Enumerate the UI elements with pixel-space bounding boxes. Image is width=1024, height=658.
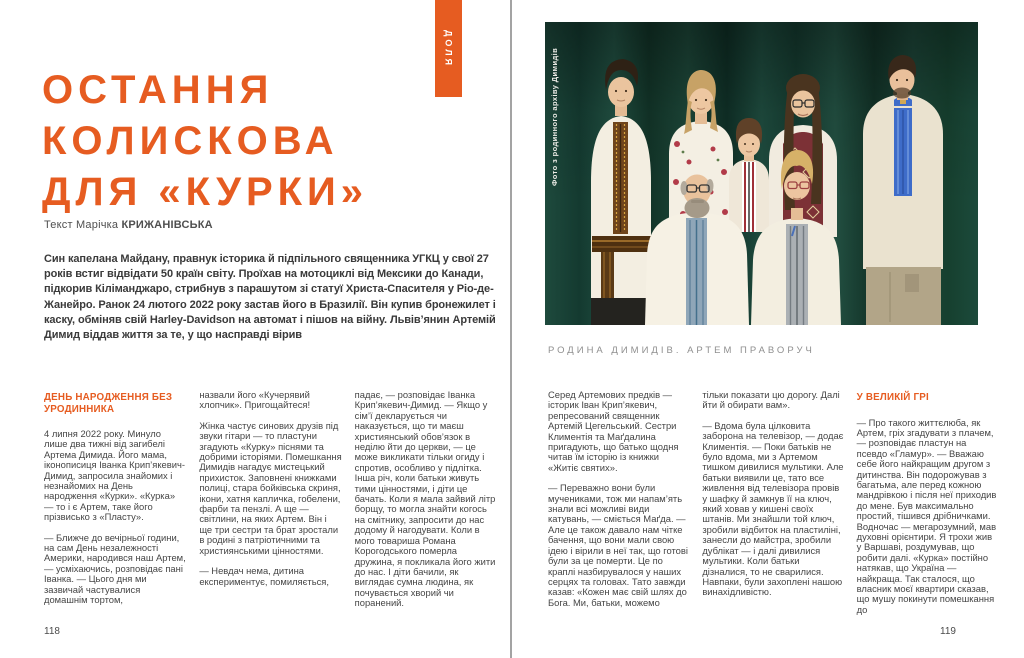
column-4	[548, 390, 689, 626]
headline-line-2: КОЛИСКОВА	[42, 118, 339, 163]
left-page-columns	[44, 390, 497, 626]
paragraph: — Ближче до вечірньої години, на сам День незалежності Америки, народився наш Артем, — усміхаючись, розповідає пані Іванка. — Цього дня ми зазвичай частувалися домашнім тортом,	[44, 531, 186, 606]
page-left	[0, 0, 511, 658]
family-photo-illustration	[545, 22, 978, 325]
column-5	[702, 390, 843, 626]
paragraph: — Про такого життєлюба, як Артем, гріх згадувати з плачем, — розповідає пластун на псевдо «Гламур». — Вважаю себе його найкращим другом з дитинства. Він подорожував з багатьма, але перед кожною мандрівкою і після неї приходив до мене. Був максимально простий, тішився дрібничками. Водночас — мегарозумний, мав духовні орієнтири. Я трохи жив у Варшаві, роздумував, що робити далі. «Курка» постійно натякав, що Україна — найкраща. Так сталося, що власник моєї квартири сказав, що мушу покинути помешкання до	[856, 416, 997, 615]
paragraph: тільки показати цю дорогу. Далі йти й обирати вам».	[702, 390, 840, 411]
column-6	[857, 390, 998, 626]
section-tab	[435, 0, 462, 97]
paragraph: падає, — розповідає Іванка Крип’якевич-Димид. — Якщо у сім’ї декларується чи наказується, що ти маєш християнський обов’язок в неділю йти до церкви, — це може викликати тільки огиду і спротив, особливо у підлітка. Інша річ, коли батьки живуть тими цінностями, і діти це бачать. Коли я мала зайвий літр борщу, то могла знайти когось на смітнику, запросити до нас додому й нагодувати. Коли в мого товариша Романа Корогодського померла дружина, я покликала його жити до нас. І діти бачили, як виглядає сумна людина, як почувається хворий чи поранений.	[354, 390, 496, 609]
paragraph: — Переважно вони були мучениками, тож ми напам’ять знали всі можливі види катувань, — сміється Маґда. — Але це також давало нам чітке бачення, що вони мали свою ідею і вірили в неї так, що готові були за це померти. Це по краплі назбирувалося у наших серцях та головах. Тато завжди казав: «Кожен має свій шлях до Бога. Ми, батьки, можемо	[548, 482, 688, 608]
page-right	[512, 0, 1024, 658]
byline	[44, 219, 213, 231]
page-number-118: 118	[44, 626, 60, 637]
headline-line-1: ОСТАННЯ	[42, 67, 274, 112]
paragraph: — Невдач нема, дитина експериментує, помиляється,	[199, 565, 329, 587]
section-tab-label: ДОЛЯ	[443, 29, 454, 68]
column-heading-big-game: У ВЕЛИКІЙ ГРІ	[856, 392, 929, 403]
paragraph: — Вдома була цілковита заборона на телевізор, — додає Климентія. — Поки батьків не було вдома, ми з Артемом тишком дивилися мультики. Але батьки виявили це, тато все живлення від телевізора провів у шафку й замкнув її на ключ, який ховав у кишені своїх штанів. Ми знайшли той ключ, зробили відбиток на пластиліні, занесли до майстра, зробили дублікат — і далі дивилися мультики. Коли батьки дізналися, то не сварилися. Навпаки, були захоплені нашою винахідливістю.	[702, 419, 844, 598]
intro-paragraph: Син капелана Майдану, правнук історика й підпільного священника УГКЦ у свої 27 років встиг відвідати 50 країн світу. Проїхав на мотоциклі від Мексики до Канади, підкорив Кіліманджаро, стрибнув з парашутом зі статуї Христа-Спасителя у Ріо-де-Жанейро. Ранок 24 лютого 2022 року застав його в Бразилії. Він купив бронежилет і каску, обміняв свій Harley-Davidson на автомат і пішов на війну. Львів’янин Артемій Димид віддав життя за те, у що насправді вірив	[44, 253, 496, 342]
photo-caption: РОДИНА ДИМИДІВ. АРТЕМ ПРАВОРУЧ	[548, 345, 815, 356]
column-heading-birthday: ДЕНЬ НАРОДЖЕННЯ БЕЗ УРОДИННИКА	[44, 392, 173, 415]
column-2	[199, 390, 341, 626]
paragraph: Серед Артемових предків — історик Іван Крип’якевич, репресований священник Артемій Цегельський. Сестри Климентія та Маґдалина пригадують, що батько щодня читав їм історію із книжки «Житіє святих».	[548, 390, 679, 473]
right-page-columns	[548, 390, 998, 626]
article-headline	[42, 65, 368, 218]
headline-line-3: ДЛЯ «КУРКИ»	[42, 169, 369, 214]
column-3	[355, 390, 497, 626]
photo-credit: Фото з родинного архіву Димидів	[550, 47, 559, 186]
byline-author: КРИЖАНІВСЬКА	[121, 219, 213, 231]
family-photo	[545, 22, 978, 325]
column-1	[44, 390, 186, 626]
paragraph: Жінка частує синових друзів під звуки гітари — то пластуни згадують «Курку» піснями та добрими історіями. Помешкання Димидів нагадує мистецький прихисток. Заповнені книжками полиці, стара бойківська скриня, ікони, хатня капличка, гобелени, фарби та пензлі. А ще — світлини, на яких Артем. Він і ще три сестри та брат зростали в родині з патріотичними та християнськими цінностями.	[199, 419, 342, 556]
paragraph: назвали його «Кучерявий хлопчик». Пригощайтеся!	[199, 390, 311, 411]
page-number-119: 119	[940, 626, 956, 637]
paragraph: 4 липня 2022 року. Минуло лише два тижні від загибелі Артема Димида. Його мама, іконописиця Іванка Крип’якевич-Димид, запросила знайомих і незнайомих на День народження «Курки». «Курка» — то і є Артем, таке його прізвисько з «Пласту».	[44, 428, 185, 523]
byline-prefix: Текст Марічка	[44, 219, 119, 231]
